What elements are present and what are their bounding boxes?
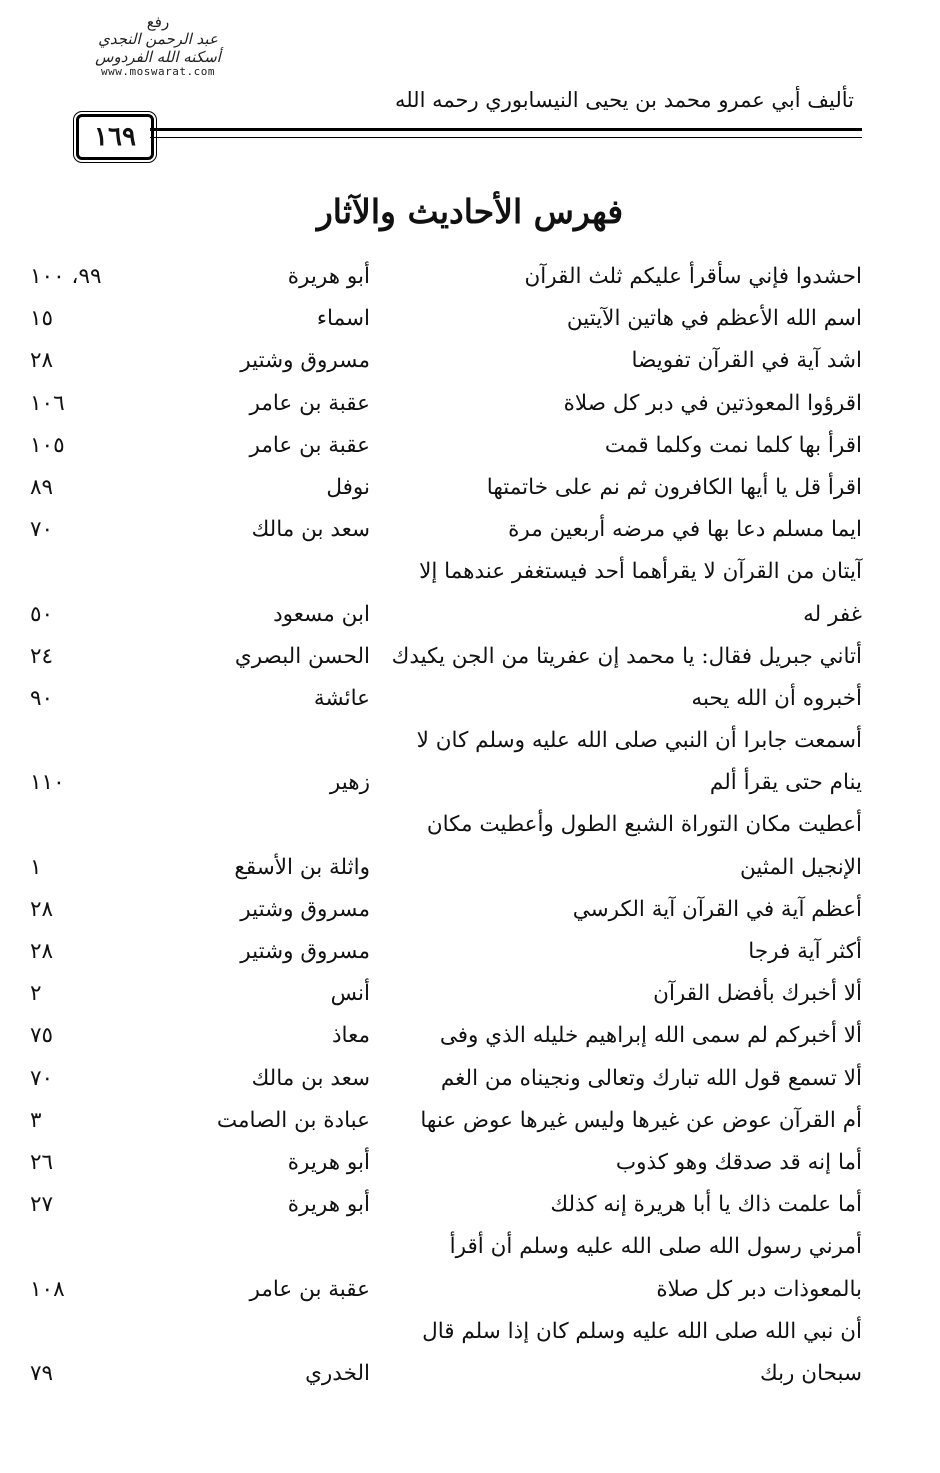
index-entry [30, 977, 862, 1019]
entry-narrator: مسروق وشتير [240, 348, 370, 374]
index-entry [30, 260, 862, 302]
index-entry [30, 302, 862, 344]
entry-pages: ٧٠ [30, 517, 54, 543]
entry-pages: ٧٥ [30, 1023, 54, 1049]
entry-text: بالمعوذات دبر كل صلاة [656, 1276, 862, 1302]
entry-narrator: ابن مسعود [273, 601, 370, 627]
page-number-box [76, 114, 154, 160]
index-entry [30, 1146, 862, 1188]
index-entry [30, 640, 862, 682]
entry-text: ألا أخبركم لم سمى الله إبراهيم خليله الذي وفى [439, 1023, 862, 1049]
entry-narrator: مسروق وشتير [240, 896, 370, 922]
entry-text: أخبروه أن الله يحبه [691, 685, 862, 711]
entry-narrator: عقبة بن عامر [249, 390, 370, 416]
entry-pages: ١١٠ [30, 770, 65, 796]
entry-narrator: الحسن البصري [234, 643, 370, 669]
index-heading: فهرس الأحاديث والآثار [316, 192, 624, 231]
entry-narrator: أبو هريرة [287, 1149, 370, 1175]
index-entry [30, 344, 862, 386]
index-entry [30, 1019, 862, 1061]
index-entry [30, 513, 862, 555]
entry-narrator: عقبة بن عامر [249, 1276, 370, 1302]
entry-pages: ٢ [30, 981, 42, 1007]
entry-narrator: أبو هريرة [287, 1192, 370, 1218]
entry-narrator: عبادة بن الصامت [216, 1107, 370, 1133]
entry-pages: ٧٩ [30, 1360, 54, 1386]
entry-text: اقرؤوا المعوذتين في دبر كل صلاة [563, 390, 862, 416]
entry-narrator: مسروق وشتير [240, 939, 370, 964]
entry-narrator: عقبة بن عامر [249, 432, 370, 458]
index-entry [30, 1357, 862, 1399]
index-entry [30, 935, 862, 977]
hadith-index [30, 260, 862, 1399]
entry-pages: ١٠٦ [30, 390, 65, 416]
entry-text: أم القرآن عوض عن غيرها وليس غيرها عوض عنها [420, 1107, 862, 1133]
entry-text: احشدوا فإني سأقرأ عليكم ثلث القرآن [524, 264, 862, 289]
index-entry [30, 429, 862, 471]
entry-pages: ١ [30, 854, 42, 880]
entry-narrator: الخدري [305, 1360, 370, 1386]
header-rule [150, 128, 862, 138]
entry-narrator: زهير [329, 770, 370, 796]
entry-narrator: سعد بن مالك [251, 517, 370, 543]
index-entry [30, 808, 862, 850]
entry-narrator: سعد بن مالك [251, 1065, 370, 1091]
index-entry [30, 1062, 862, 1104]
index-entry [30, 387, 862, 429]
entry-text: ألا تسمع قول الله تبارك وتعالى ونجيناه من الغم [440, 1065, 862, 1091]
index-entry [30, 598, 862, 640]
entry-text: أعطيت مكان التوراة الشبع الطول وأعطيت مكان [426, 812, 862, 838]
index-entry [30, 555, 862, 597]
index-entry [30, 851, 862, 893]
entry-pages: ٥٠ [30, 601, 54, 627]
entry-text: ينام حتى يقرأ ألم [709, 770, 862, 796]
entry-text: ايما مسلم دعا بها في مرضه أربعين مرة [508, 517, 862, 543]
index-entry [30, 766, 862, 808]
index-entry [30, 1104, 862, 1146]
entry-text: أمرني رسول الله صلى الله عليه وسلم أن أقرأ [449, 1234, 862, 1260]
entry-pages: ٢٨ [30, 939, 54, 964]
entry-narrator: واثلة بن الأسقع [234, 854, 370, 880]
stamp-url: www.moswarat.com [101, 64, 215, 78]
entry-text: أن نبي الله صلى الله عليه وسلم كان إذا سلم قال [422, 1318, 862, 1344]
page-number: ١٦٩ [94, 122, 136, 152]
stamp-line-2: عبد الرحمن النجدي [98, 30, 218, 49]
entry-text: أما إنه قد صدقك وهو كذوب [615, 1149, 862, 1175]
entry-pages: ٨٩ [30, 474, 54, 500]
entry-text: أسمعت جابرا أن النبي صلى الله عليه وسلم كان لا [416, 728, 862, 754]
entry-pages: ١٠٥ [30, 432, 65, 458]
entry-narrator: أبو هريرة [287, 264, 370, 289]
index-entry [30, 1315, 862, 1357]
entry-pages: ٢٦ [30, 1149, 54, 1175]
entry-text: آيتان من القرآن لا يقرأهما أحد فيستغفر عندهما إلا [419, 559, 862, 585]
entry-pages: ٩٠ [30, 685, 54, 711]
entry-pages: ٩٩، ١٠٠ [30, 264, 102, 289]
entry-pages: ٢٨ [30, 348, 54, 374]
entry-text: أكثر آية فرجا [748, 939, 862, 964]
entry-narrator: عائشة [313, 685, 370, 711]
stamp-line-1: رفع [146, 13, 170, 31]
index-entry [30, 682, 862, 724]
entry-text: أعظم آية في القرآن آية الكرسي [572, 896, 862, 922]
index-entry [30, 724, 862, 766]
entry-text: الإنجيل المثين [740, 854, 862, 880]
index-entry [30, 471, 862, 513]
entry-pages: ٢٧ [30, 1192, 54, 1218]
entry-text: سبحان ربك [759, 1360, 862, 1386]
running-title: تأليف أبي عمرو محمد بن يحيى النيسابوري رحمه الله [394, 88, 854, 112]
entry-pages: ٢٨ [30, 896, 54, 922]
entry-text: غفر له [803, 601, 862, 627]
entry-pages: ٢٤ [30, 643, 54, 669]
entry-pages: ٣ [30, 1107, 42, 1133]
entry-text: أتاني جبريل فقال: يا محمد إن عفريتا من الجن يكيدك [391, 643, 862, 669]
index-entry [30, 893, 862, 935]
entry-pages: ٧٠ [30, 1065, 54, 1091]
entry-text: اقرأ بها كلما نمت وكلما قمت [604, 432, 862, 458]
entry-narrator: معاذ [331, 1023, 370, 1049]
entry-text: اقرأ قل يا أيها الكافرون ثم نم على خاتمتها [486, 474, 862, 500]
entry-pages: ١٥ [30, 306, 54, 332]
entry-narrator: نوفل [326, 474, 370, 500]
index-entry [30, 1230, 862, 1272]
stamp-line-3: أسكنه الله الفردوس [95, 47, 221, 66]
library-stamp [58, 14, 258, 78]
entry-text: ألا أخبرك بأفضل القرآن [653, 981, 862, 1007]
entry-narrator: أنس [330, 981, 370, 1007]
entry-text: اسم الله الأعظم في هاتين الآيتين [566, 306, 862, 332]
index-entry [30, 1273, 862, 1315]
entry-pages: ١٠٨ [30, 1276, 65, 1302]
entry-text: أما علمت ذاك يا أبا هريرة إنه كذلك [550, 1192, 862, 1218]
index-entry [30, 1188, 862, 1230]
entry-text: اشد آية في القرآن تفويضا [631, 348, 862, 374]
entry-narrator: اسماء [316, 306, 370, 332]
